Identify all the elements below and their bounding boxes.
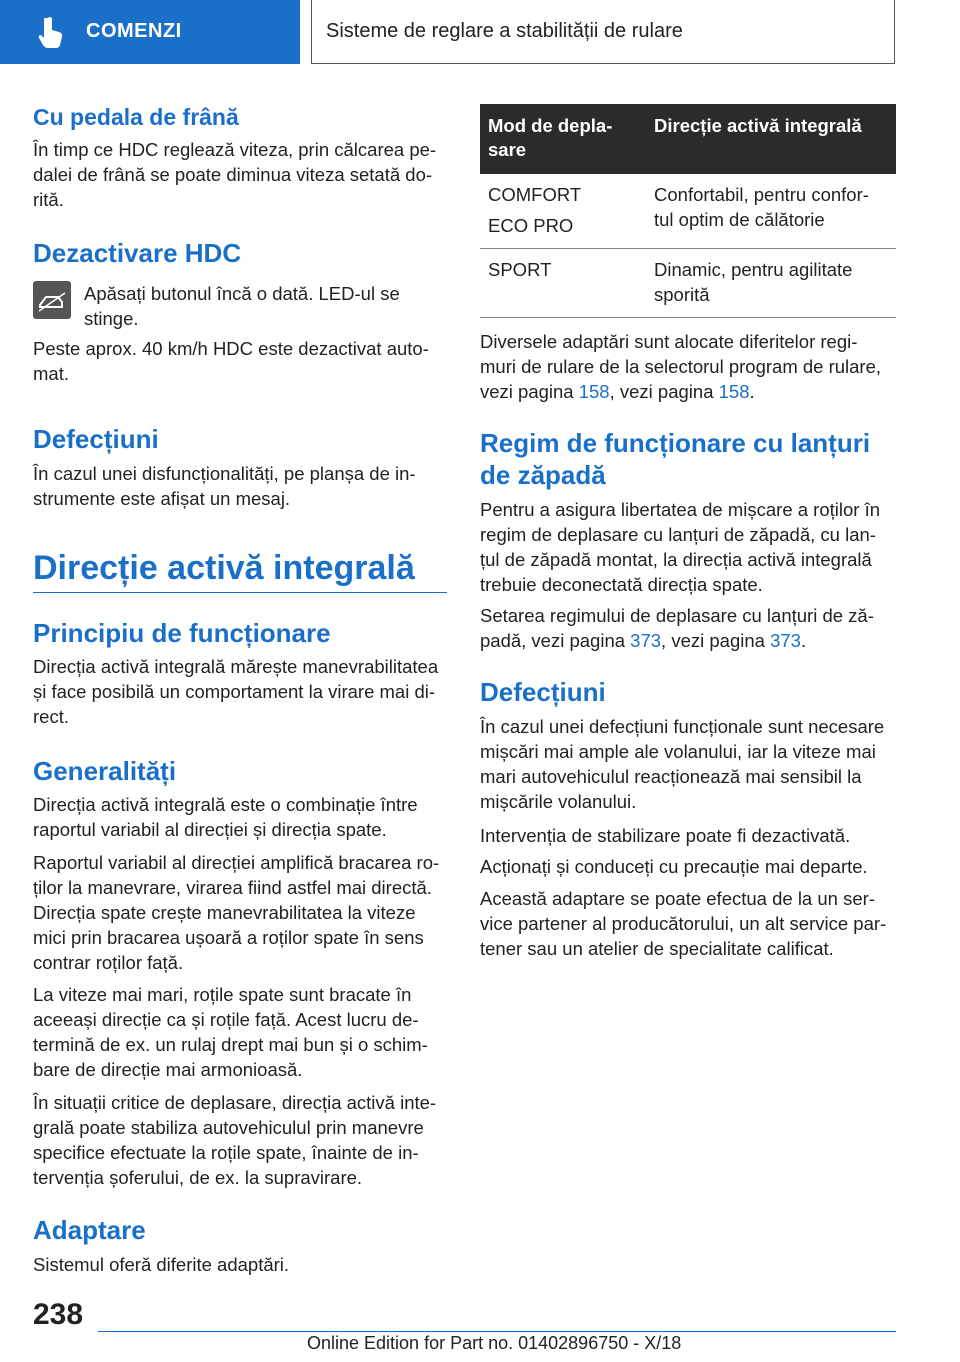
defects-heading: Defecțiuni <box>33 424 159 454</box>
page-link-158[interactable]: 158 <box>718 381 750 402</box>
table-header-steering: Direcție activă integrală <box>646 104 896 174</box>
defects-text: În cazul unei disfuncționalități, pe planșa de in- strumente este afișat un mesaj. <box>33 463 416 509</box>
principle-heading: Principiu de funcționare <box>33 618 331 648</box>
right-defects-paragraph-3: Acționați și conduceți cu precauție mai departe. <box>480 856 868 877</box>
hdc-button-icon <box>33 281 71 319</box>
page-link-373[interactable]: 373 <box>630 630 662 651</box>
chapter-title: Sisteme de reglare a stabilității de rulare <box>326 20 683 42</box>
right-defects-heading: Defecțiuni <box>480 677 606 707</box>
page-number: 238 <box>33 1298 84 1331</box>
right-defects-paragraph-4: Această adaptare se poate efectua de la un ser- vice partener al producătorului, un alt service par- tener sau un atelier de specialitate calificat. <box>480 888 887 959</box>
table-header-row <box>480 104 896 174</box>
table-header-mode: Mod de depla- sare <box>480 104 646 174</box>
table-cell-desc: Dinamic, pentru agilitate sporită <box>646 249 896 318</box>
general-paragraph-3: La viteze mai mari, roțile spate sunt bracate în aceeași direcție ca și roțile față. Acest lucru de- termină de ex. un rulaj drept mai bun și o schim- bare de direcție mai armonioasă. <box>33 984 428 1080</box>
general-paragraph-2: Raportul variabil al direcției amplifică bracarea ro- ților la manevrare, virarea fiind astfel mai directă. Direcția spate crește manevrabilitatea la viteze mici prin bracarea ușoară a roților spate în sens contrar roților față. <box>33 852 440 973</box>
table-row <box>480 174 896 249</box>
chains-heading: Regim de funcționare cu lanțuri de zăpadă <box>480 428 871 490</box>
mode-eco-pro: ECO PRO <box>488 215 574 236</box>
general-paragraph-4: În situații critice de deplasare, direcția activă inte- grală poate stabiliza autovehiculul prin manevre specifice efectuate la roțile spate, înainte de in- tervenția șoferului, de ex. la supravirare. <box>33 1092 437 1188</box>
page-link-158[interactable]: 158 <box>578 381 610 402</box>
chains-paragraph-1: Pentru a asigura libertatea de mișcare a roților în regim de deplasare cu lanțuri de zăpadă, cu lan- țul de zăpadă montat, la direcția activă integrală trebuie deconectată direcția spate. <box>480 499 881 595</box>
downhill-car-icon <box>37 287 67 313</box>
chains-text-mid: , vezi pagina <box>661 630 771 651</box>
heading-rule <box>33 592 447 593</box>
general-paragraph-1: Direcția activă integrală este o combinație între raportul variabil al direcției și direcția spate. <box>33 794 418 840</box>
principle-text: Direcția activă integrală mărește manevrabilitatea și face posibilă un comportament la virare mai di- rect. <box>33 656 439 727</box>
assign-text-end: . <box>749 381 755 402</box>
section-tab[interactable] <box>0 0 300 64</box>
main-heading: Direcție activă integrală <box>33 549 415 587</box>
general-heading: Generalități <box>33 756 177 786</box>
pedal-heading: Cu pedala de frână <box>33 104 239 130</box>
footer-rule <box>98 1331 896 1332</box>
table-cell-mode <box>480 174 646 249</box>
deactivate-heading: Dezactivare HDC <box>33 238 242 268</box>
assign-text <box>480 329 896 404</box>
pedal-text: În timp ce HDC reglează viteza, prin călcarea pe- dalei de frână se poate diminua viteza setată do- rită. <box>33 139 437 210</box>
chains-text-end: . <box>800 630 807 651</box>
chapter-title-box <box>311 0 895 64</box>
deactivate-button-text: Apăsați butonul încă o dată. LED-ul se stinge. <box>84 283 400 329</box>
right-defects-paragraph-1: În cazul unei defecțiuni funcționale sunt necesare mișcări mai ample ale volanului, iar la viteze mai mari autovehiculul reacționează mai sensibil la mișcările volanului. <box>480 716 885 812</box>
adapt-text: Sistemul oferă diferite adaptări. <box>33 1254 290 1275</box>
section-tab-label: COMENZI <box>86 20 182 42</box>
edition-footer: Online Edition for Part no. 01402896750 - X/18 <box>307 1333 682 1353</box>
table-cell-mode <box>480 249 646 318</box>
adapt-heading: Adaptare <box>33 1215 146 1245</box>
page-link-373[interactable]: 373 <box>770 630 801 651</box>
mode-sport: SPORT <box>488 259 552 280</box>
deactivate-text: Peste aprox. 40 km/h HDC este dezactivat auto- mat. <box>33 338 429 384</box>
mode-comfort: COMFORT <box>488 184 582 205</box>
chains-text-pre: Setarea regimului de deplasare cu lanțuri de ză- padă, vezi pagina <box>480 605 874 651</box>
hand-pointer-icon <box>38 16 66 48</box>
table-cell-desc: Confortabil, pentru confor- tul optim de călătorie <box>646 174 896 249</box>
assign-text-mid: , vezi pagina <box>609 381 719 402</box>
assign-text-pre: Diversele adaptări sunt alocate diferitelor regi- muri de rulare de la selectorul program de rulare, vezi pagina <box>480 331 882 402</box>
table-row <box>480 249 896 318</box>
right-defects-paragraph-2: Intervenția de stabilizare poate fi dezactivată. <box>480 825 851 846</box>
chains-paragraph-2 <box>480 603 896 653</box>
adaptation-table <box>480 104 896 318</box>
page-header <box>0 0 960 66</box>
